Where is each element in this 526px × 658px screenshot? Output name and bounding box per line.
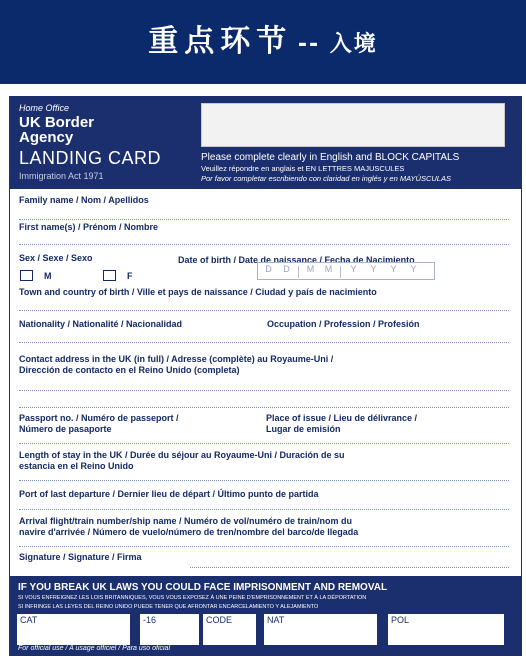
dob-separator xyxy=(298,266,299,278)
banner-title-sub: -- 入境 xyxy=(297,32,378,57)
official-box-16[interactable] xyxy=(140,614,199,645)
contact-address-label-es: Dirección de contacto en el Reino Unido (completa) xyxy=(19,365,240,375)
family-name-label: Family name / Nom / Apellidos xyxy=(19,195,149,205)
port-of-departure-field[interactable] xyxy=(19,509,509,510)
official-box-code[interactable] xyxy=(203,614,256,645)
arrival-flight-label-2: navire d'arrivée / Número de vuelo/número de tren/nombre del barco/de llegada xyxy=(19,527,359,537)
passport-no-label-es: Número de pasaporte xyxy=(19,424,112,434)
agency-name: UK Border Agency xyxy=(19,114,95,146)
nationality-occupation-field[interactable] xyxy=(19,342,509,343)
dob-char: Y xyxy=(370,264,377,274)
signature-field[interactable] xyxy=(190,567,509,568)
sex-m-checkbox[interactable] xyxy=(20,270,33,281)
sex-f-checkbox[interactable] xyxy=(103,270,116,281)
length-of-stay-label: Length of stay in the UK / Durée du séjour au Royaume-Uni / Duración de su xyxy=(19,450,345,460)
official-box-nat[interactable] xyxy=(264,614,377,645)
card-footer xyxy=(10,576,521,655)
banner-title xyxy=(0,0,526,84)
first-names-label: First name(s) / Prénom / Nombre xyxy=(19,222,159,232)
official-box-label: POL xyxy=(391,615,410,625)
act-reference: Immigration Act 1971 xyxy=(19,171,104,181)
landing-card xyxy=(9,96,522,656)
warning-text: IF YOU BREAK UK LAWS YOU COULD FACE IMPRISONMENT AND REMOVAL xyxy=(18,582,388,593)
official-box-label: NAT xyxy=(267,615,285,625)
length-of-stay-field[interactable] xyxy=(19,480,509,481)
first-names-field[interactable] xyxy=(19,244,509,245)
contact-address-field-1[interactable] xyxy=(19,390,509,391)
dob-char: D xyxy=(265,264,272,274)
sex-f-label: F xyxy=(127,271,133,281)
official-box-label: -16 xyxy=(143,615,157,625)
contact-address-field-2[interactable] xyxy=(19,407,509,408)
banner-title-main: 重点环节 xyxy=(148,24,293,59)
banner xyxy=(0,0,526,84)
dob-label: Date of birth / Date de naissance / Fecha de Nacimiento xyxy=(178,255,415,265)
nationality-label: Nationality / Nationalité / Nacionalidad xyxy=(19,319,183,329)
home-office-logo: Home Office xyxy=(19,103,70,113)
dob-char: M xyxy=(306,264,315,274)
occupation-label: Occupation / Profession / Profesión xyxy=(267,319,420,329)
place-of-issue-label-es: Lugar de emisión xyxy=(266,424,341,434)
sex-m-label: M xyxy=(44,271,52,281)
sex-label: Sex / Sexe / Sexo xyxy=(19,253,93,263)
passport-no-label: Passport no. / Numéro de passeport / xyxy=(19,413,179,423)
arrival-flight-field[interactable] xyxy=(19,546,509,547)
official-use-note: For official use / A usage officiel / Para uso oficial xyxy=(18,645,170,652)
official-box-pol[interactable] xyxy=(388,614,504,645)
instruction-spanish: Por favor completar escribiendo con claridad en inglés y en MAYÚSCULAS xyxy=(201,174,451,183)
family-name-field[interactable] xyxy=(19,219,509,220)
warning-text-es: SI INFRINGE LAS LEYES DEL REINO UNIDO PUEDE TENER QUE AFRONTAR ENCARCELAMIENTO Y ALEJAMIENTO xyxy=(18,604,319,610)
official-box-cat[interactable] xyxy=(17,614,130,645)
dob-char: Y xyxy=(390,264,397,274)
length-of-stay-label-es: estancia en el Reino Unido xyxy=(19,461,134,471)
passport-place-field[interactable] xyxy=(19,443,509,444)
reference-number-box[interactable] xyxy=(201,103,505,147)
official-box-label: CODE xyxy=(206,615,233,625)
arrival-flight-label: Arrival flight/train number/ship name / Numéro de vol/numéro de train/nom du xyxy=(19,516,353,526)
dob-char: Y xyxy=(410,264,417,274)
dob-char: D xyxy=(283,264,290,274)
instruction-french: Veuillez répondre en anglais et EN LETTRES MAJUSCULES xyxy=(201,164,405,173)
card-header xyxy=(10,97,521,189)
birth-place-label: Town and country of birth / Ville et pays de naissance / Ciudad y país de nacimiento xyxy=(19,287,377,297)
dob-field[interactable] xyxy=(257,262,435,280)
contact-address-label: Contact address in the UK (in full) / Adresse (complète) au Royaume-Uni / xyxy=(19,354,334,364)
instruction-english: Please complete clearly in English and BLOCK CAPITALS xyxy=(201,152,460,163)
signature-label: Signature / Signature / Firma xyxy=(19,552,142,562)
dob-separator xyxy=(340,266,341,278)
birth-place-field[interactable] xyxy=(19,310,509,311)
official-box-label: CAT xyxy=(20,615,38,625)
warning-text-fr: SI VOUS ENFREIGNEZ LES LOIS BRITANNIQUES, VOUS VOUS EXPOSEZ À UNE PEINE D'EMPRISONNEMENT ET À LA DÉPORTATION xyxy=(18,595,367,601)
dob-char: M xyxy=(324,264,333,274)
port-of-departure-label: Port of last departure / Dernier lieu de départ / Último punto de partida xyxy=(19,489,319,499)
card-title: LANDING CARD xyxy=(19,148,162,168)
place-of-issue-label: Place of issue / Lieu de délivrance / xyxy=(266,413,418,423)
dob-char: Y xyxy=(350,264,357,274)
